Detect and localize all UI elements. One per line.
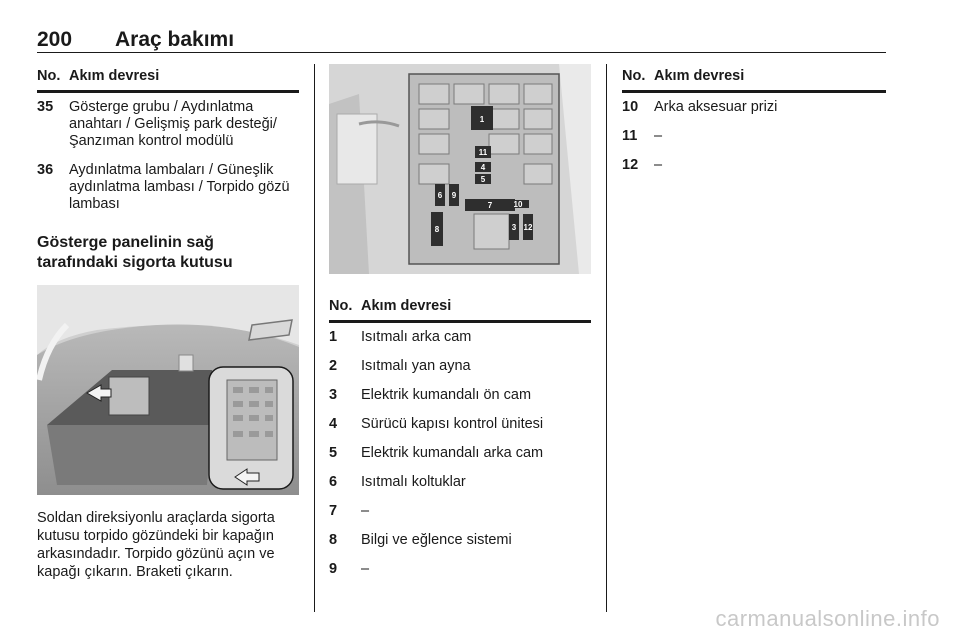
fuse-label: 9 — [451, 191, 457, 200]
fuse-table — [622, 64, 886, 180]
glovebox-photo — [37, 285, 299, 495]
fuse-number: 7 — [329, 503, 338, 519]
table-row — [329, 497, 591, 526]
fuse-label: 12 — [523, 223, 533, 232]
table-header-circuit: Akım devresi — [361, 294, 591, 322]
fuse-circuit: Isıtmalı koltuklar — [361, 474, 466, 490]
fuse-number: 4 — [329, 416, 338, 432]
table-row — [37, 92, 299, 157]
fuse-circuit: Arka aksesuar prizi — [654, 99, 778, 115]
section-title: Gösterge panelinin sağ tarafındaki sigorta kutusu — [37, 234, 233, 271]
page-header — [37, 26, 886, 53]
table-row — [37, 156, 299, 219]
fuse-table — [37, 64, 299, 219]
fuse-number: 3 — [329, 387, 338, 403]
fuse-number: 1 — [329, 329, 338, 345]
table-row — [622, 122, 886, 151]
table-header-no: No. — [37, 64, 69, 92]
fuse-number: 5 — [329, 445, 338, 461]
fuse-label: 11 — [478, 148, 488, 157]
fuse-number: 10 — [622, 99, 639, 115]
column-right — [622, 64, 886, 180]
table-row — [329, 381, 591, 410]
table-header-circuit: Akım devresi — [69, 64, 299, 92]
table-header-no: No. — [329, 294, 361, 322]
fuse-circuit: Sürücü kapısı kontrol ünitesi — [361, 416, 544, 432]
fusebox-illustration — [329, 64, 591, 274]
fuse-circuit: Elektrik kumandalı arka cam — [361, 445, 544, 461]
fuse-label: 8 — [434, 225, 440, 234]
fuse-circuit: Bilgi ve eğlence sistemi — [361, 532, 512, 548]
column-middle — [329, 64, 591, 584]
table-header-no: No. — [622, 64, 654, 92]
fuse-label: 3 — [511, 223, 517, 232]
fuse-circuit: Elektrik kumandalı ön cam — [361, 387, 532, 403]
column-divider — [606, 64, 607, 612]
fuse-number: 35 — [37, 99, 54, 115]
fusebox-photo — [329, 64, 591, 274]
table-row — [329, 352, 591, 381]
fuse-circuit: Isıtmalı arka cam — [361, 329, 472, 345]
fuse-label: 6 — [437, 191, 443, 200]
table-row — [329, 555, 591, 584]
table-row — [622, 151, 886, 180]
fuse-circuit: – — [654, 128, 663, 144]
fuse-table — [329, 294, 591, 584]
column-divider — [314, 64, 315, 612]
watermark: carmanualsonline.info — [715, 606, 940, 631]
fuse-circuit: – — [654, 157, 663, 173]
fuse-number: 2 — [329, 358, 338, 374]
fuse-number: 6 — [329, 474, 338, 490]
fuse-label: 10 — [513, 200, 523, 209]
fuse-label: 1 — [479, 115, 485, 124]
fuse-circuit: Isıtmalı yan ayna — [361, 358, 471, 374]
table-row — [329, 410, 591, 439]
column-left — [37, 64, 299, 581]
fuse-label: 4 — [480, 163, 486, 172]
glovebox-illustration — [37, 285, 299, 495]
table-row — [329, 322, 591, 353]
table-row — [329, 526, 591, 555]
fuse-number: 11 — [622, 128, 638, 144]
table-row — [329, 468, 591, 497]
table-header-circuit: Akım devresi — [654, 64, 886, 92]
fuse-circuit: Gösterge grubu / Aydınlatma anahtarı / Gelişmiş park desteği/ Şanzıman kontrol modülü — [69, 99, 277, 149]
table-row — [329, 439, 591, 468]
fuse-number: 36 — [37, 162, 54, 178]
fuse-label: 7 — [487, 201, 493, 210]
fuse-number: 12 — [622, 157, 639, 173]
fuse-number: 9 — [329, 561, 338, 577]
fuse-circuit: – — [361, 561, 370, 577]
fuse-circuit: – — [361, 503, 370, 519]
fuse-number: 8 — [329, 532, 338, 548]
instruction-paragraph: Soldan direksiyonlu araçlarda sigorta kutusu torpido gözündeki bir kapağın arkasındadır. Torpido gözünü açın ve kapağı çıkarın. Braketi çıkarın. — [37, 510, 275, 580]
fuse-circuit: Aydınlatma lambaları / Güneşlik aydınlatma lambası / Torpido gözü lambası — [69, 162, 290, 212]
table-row — [622, 92, 886, 123]
fuse-label: 5 — [480, 175, 486, 184]
page-number: 200 — [37, 28, 73, 51]
chapter-title: Araç bakımı — [115, 28, 235, 51]
